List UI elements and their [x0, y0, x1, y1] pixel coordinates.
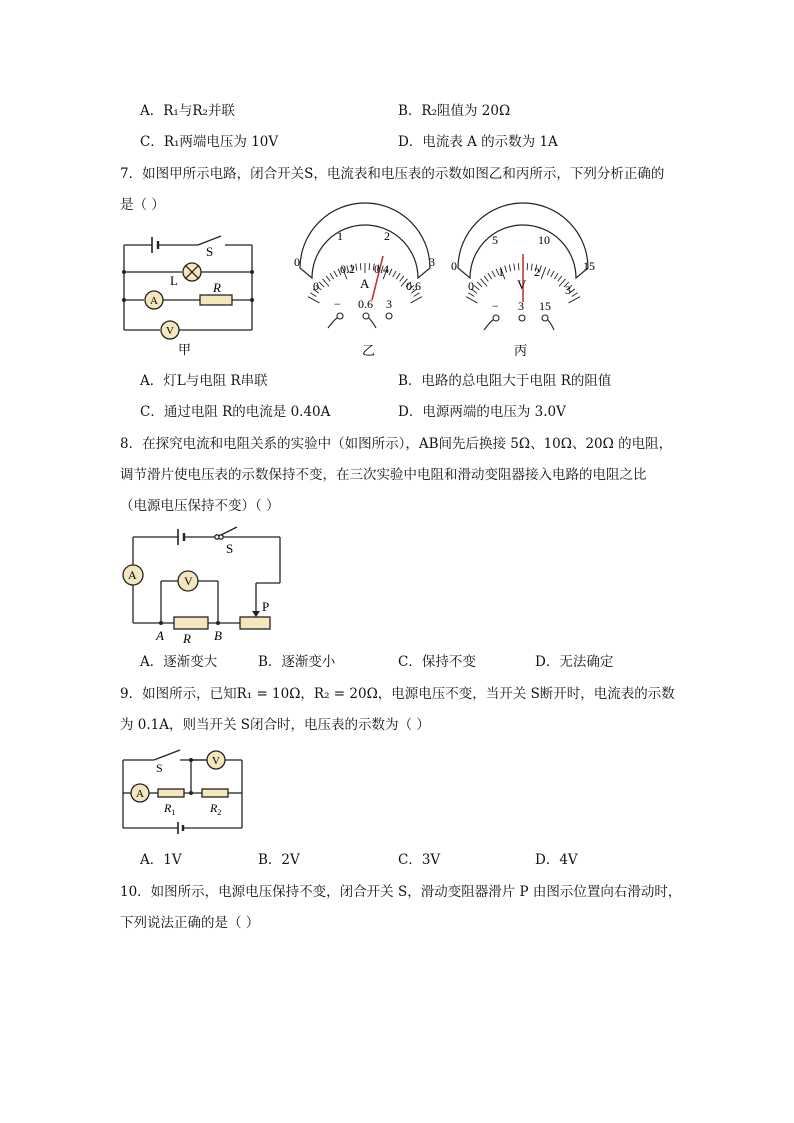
dial-tick — [400, 276, 404, 282]
dial-tick — [551, 271, 554, 277]
bing-inner-2: 2 — [534, 265, 540, 279]
yi-terminal-neg: − — [334, 297, 341, 311]
q8-option-a: A．逐渐变大 — [140, 654, 218, 670]
dial-tick — [481, 279, 488, 287]
q7-stem-line1: 7．如图甲所示电路，闭合开关S，电流表和电压表的示数如图乙和丙所示，下列分析正确的 — [120, 166, 665, 182]
bing-terminal-3: 3 — [518, 299, 524, 313]
q9-option-a: A．1V — [140, 852, 182, 868]
bing-terminal-neg: − — [492, 299, 499, 313]
q9-voltmeter-icon: V — [212, 755, 220, 767]
q9-circuit — [118, 748, 258, 838]
q8-voltmeter-icon: V — [184, 574, 193, 588]
dial-tick — [334, 271, 337, 277]
jia-resistor-label: R — [213, 280, 221, 295]
q6-option-c: C．R₁两端电压为 10V — [140, 134, 279, 150]
bing-outer-15: 15 — [583, 259, 595, 273]
dial-tick — [468, 293, 474, 297]
q6-option-d: D．电流表 A 的示数为 1A — [398, 134, 558, 150]
jia-switch-label: S — [206, 244, 214, 259]
dial-tick — [492, 271, 495, 277]
q7-voltmeter-dial-bing — [448, 228, 603, 360]
q8-point-b: B — [214, 628, 222, 643]
q7-option-a: A．灯L与电阻 R串联 — [140, 373, 268, 389]
yi-terminal-06: 0.6 — [358, 297, 373, 311]
bing-caption: 丙 — [514, 343, 528, 358]
q9-ammeter-icon: A — [136, 788, 144, 800]
dial-tick — [505, 266, 507, 273]
dial-tick — [319, 282, 324, 287]
bing-terminal-15: 15 — [539, 299, 551, 313]
q8-point-a: A — [156, 628, 164, 643]
q9-option-c: C．3V — [398, 852, 441, 868]
dial-tick — [572, 293, 578, 297]
q7-option-b: B．电路的总电阻大于电阻 R的阻值 — [398, 373, 612, 389]
q6-option-b: B．R₂阻值为 20Ω — [398, 103, 511, 119]
q8-circuit — [118, 525, 288, 647]
jia-lamp-label: L — [170, 273, 178, 288]
yi-terminal-3: 3 — [386, 297, 392, 311]
q7-option-c: C．通过电阻 R的电流是 0.40A — [140, 404, 331, 420]
dial-tick — [474, 285, 479, 290]
jia-caption: 甲 — [178, 342, 192, 357]
yi-outer-3: 3 — [429, 255, 435, 269]
q7-circuit-jia — [118, 232, 263, 362]
q9-stem-line2: 为 0.1A，则当开关 S闭合时，电压表的示数为（ ） — [120, 717, 430, 733]
dial-tick — [488, 273, 492, 279]
yi-unit-label: A — [360, 276, 370, 291]
q7-ammeter-dial-yi — [290, 228, 440, 360]
dial-tick — [310, 293, 316, 297]
q8-stem-line3: （电源电压保持不变）（ ） — [120, 498, 280, 514]
q8-stem-line1: 8．在探究电流和电阻关系的实验中（如图所示），AB间先后换接 5Ω、10Ω、20Ω 的电阻， — [120, 436, 673, 452]
yi-inner-04: 0.4 — [374, 262, 389, 276]
dial-tick — [558, 276, 562, 282]
dial-tick — [330, 273, 334, 279]
yi-outer-1: 1 — [337, 229, 343, 243]
dial-tick — [514, 264, 515, 271]
dial-tick — [414, 293, 420, 297]
bing-inner-3: 3 — [565, 283, 571, 297]
bing-unit-label: V — [517, 277, 527, 292]
jia-ammeter-icon: A — [150, 295, 158, 307]
dial-tick — [389, 269, 392, 275]
bing-outer-0: 0 — [451, 259, 457, 273]
q9-switch-label: S — [156, 761, 163, 775]
q9-r2-label: $R_2$ — [210, 801, 222, 817]
yi-outer-0: 0 — [294, 255, 300, 269]
dial-tick — [477, 282, 482, 287]
q8-slider-label: P — [262, 599, 270, 614]
q9-option-b: B．2V — [258, 852, 300, 868]
yi-inner-0: 0 — [313, 279, 319, 293]
dial-tick — [569, 297, 580, 303]
yi-caption: 乙 — [362, 343, 376, 358]
dial-tick — [326, 276, 330, 282]
dial-tick — [411, 297, 422, 303]
dial-tick — [393, 271, 396, 277]
jia-voltmeter-icon: V — [166, 325, 174, 337]
q10-stem-line1: 10．如图所示，电源电压保持不变，闭合开关 S，滑动变阻器滑片 P 由图示位置向右滑动时， — [120, 884, 682, 900]
bing-outer-10: 10 — [538, 233, 550, 247]
q7-option-d: D．电源两端的电压为 3.0V — [398, 404, 566, 420]
dial-tick — [466, 297, 477, 303]
q8-option-c: C．保持不变 — [398, 654, 476, 670]
q7-stem-line2: 是（ ） — [120, 197, 165, 213]
dial-tick — [323, 279, 330, 287]
q9-stem-line1: 9．如图所示，已知R₁ = 10Ω，R₂ = 20Ω，电源电压不变，当开关 S断开时，电流表的示数 — [120, 686, 675, 702]
yi-inner-06: 0.6 — [406, 279, 421, 293]
dial-tick — [509, 264, 510, 271]
q8-stem-line2: 调节滑片使电压表的示数保持不变，在三次实验中电阻和滑动变阻器接入电路的电阻之比 — [120, 467, 647, 483]
dial-tick — [554, 273, 558, 279]
q9-option-d: D．4V — [535, 852, 578, 868]
yi-inner-02: 0.2 — [340, 262, 355, 276]
q8-resistor-label: R — [183, 631, 191, 646]
dial-tick — [356, 264, 357, 271]
bing-outer-5: 5 — [492, 233, 498, 247]
bing-inner-1: 1 — [498, 265, 504, 279]
yi-outer-2: 2 — [384, 229, 390, 243]
q6-option-a: A．R₁与R₂并联 — [140, 103, 235, 119]
q8-ammeter-icon: A — [128, 568, 137, 582]
dial-tick — [541, 267, 546, 279]
q8-option-d: D．无法确定 — [535, 654, 614, 670]
dial-tick — [531, 264, 532, 271]
dial-tick — [547, 269, 550, 275]
bing-inner-0: 0 — [468, 279, 474, 293]
dial-tick — [308, 297, 319, 303]
dial-tick — [396, 273, 400, 279]
q10-stem-line2: 下列说法正确的是（ ） — [120, 915, 260, 931]
dial-tick — [484, 276, 488, 282]
q9-r1-label: $R_1$ — [164, 801, 176, 817]
q8-switch-label: S — [226, 541, 234, 556]
q8-option-b: B．逐渐变小 — [258, 654, 336, 670]
